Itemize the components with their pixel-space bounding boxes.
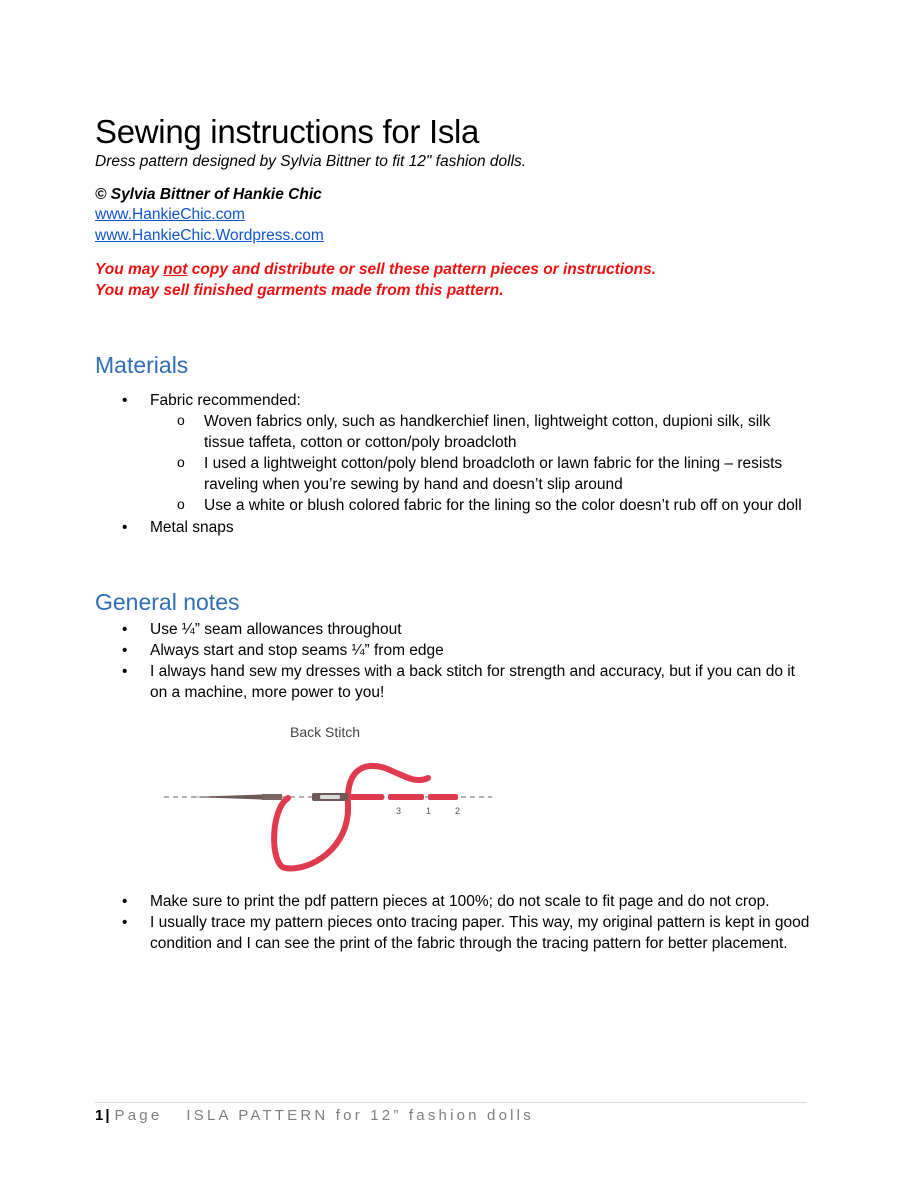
footer-divider — [95, 1102, 807, 1103]
link-hankiechic[interactable]: www.HankieChic.com — [95, 206, 245, 223]
copyright-notice: © Sylvia Bittner of Hankie Chic — [95, 186, 322, 203]
list-item — [95, 517, 815, 538]
circle-bullet-icon: o — [177, 496, 185, 512]
bullet-icon: • — [122, 519, 128, 536]
stitch-segment — [388, 794, 424, 800]
bullet-icon: • — [122, 914, 128, 931]
page-number: 1 — [95, 1107, 104, 1124]
warning-emphasis: not — [163, 261, 188, 278]
page-title: Sewing instructions for Isla — [95, 113, 480, 150]
list-item-text: I usually trace my pattern pieces onto tracing paper. This way, my original pattern is kept in good condition and I can see the print of the fabric through the tracing pattern for better placement. — [150, 914, 810, 952]
subtitle: Dress pattern designed by Sylvia Bittner to fit 12" fashion dolls. — [95, 153, 527, 170]
general-notes-heading: General notes — [95, 589, 240, 615]
warning-text-post: copy and distribute or sell these pattern pieces or instructions. — [187, 261, 657, 278]
needle-eye-hole — [320, 795, 340, 799]
general-notes-list-continued — [95, 891, 815, 954]
list-item — [95, 619, 815, 640]
needle-tip — [190, 795, 262, 800]
list-item-text: Fabric recommended: — [150, 392, 301, 409]
page-footer — [95, 1106, 534, 1126]
warning-text-pre: You may — [95, 261, 164, 278]
sub-list-item-text: I used a lightweight cotton/poly blend broadcloth or lawn fabric for the lining – resists raveling when you’re sewing by hand and doesn’t slip around — [204, 455, 783, 493]
sub-list-item — [95, 411, 815, 453]
link-hankiechic-wordpress[interactable]: www.HankieChic.Wordpress.com — [95, 227, 324, 244]
figure-caption: Back Stitch — [290, 724, 361, 740]
bullet-icon: • — [122, 642, 128, 659]
warning-line-1 — [95, 259, 656, 280]
list-item — [95, 891, 815, 912]
thread-loop — [274, 766, 428, 868]
footer-text: ISLA PATTERN for 12” fashion dolls — [186, 1107, 534, 1124]
list-item-text: Use ¼” seam allowances throughout — [150, 621, 402, 638]
circle-bullet-icon: o — [177, 454, 185, 470]
bullet-icon: • — [122, 392, 128, 409]
general-notes-list — [95, 619, 815, 703]
footer-separator: | — [105, 1107, 110, 1124]
needle-shaft — [262, 794, 282, 800]
stitch-segment — [350, 794, 384, 800]
bullet-icon: • — [122, 663, 128, 680]
warning-line-2: You may sell finished garments made from this pattern. — [95, 282, 504, 299]
list-item — [95, 640, 815, 661]
list-item-text: Always start and stop seams ¼” from edge — [150, 642, 444, 659]
stitch-number: 2 — [455, 806, 461, 816]
bullet-icon: • — [122, 893, 128, 910]
bullet-icon: • — [122, 621, 128, 638]
page-label: Page — [114, 1107, 163, 1124]
sub-list-item-text: Woven fabrics only, such as handkerchief linen, lightweight cotton, dupioni silk, silk tissue taffeta, cotton or cotton/poly broadcloth — [204, 413, 771, 451]
list-item — [95, 390, 815, 411]
stitch-segment — [428, 794, 458, 800]
stitch-number: 3 — [396, 806, 402, 816]
sub-list-item — [95, 495, 815, 516]
stitch-number: 1 — [426, 806, 432, 816]
list-item — [95, 912, 815, 954]
sub-list-item-text: Use a white or blush colored fabric for the lining so the color doesn’t rub off on your doll — [204, 497, 802, 514]
list-item — [95, 661, 815, 703]
list-item-text: Make sure to print the pdf pattern pieces at 100%; do not scale to fit page and do not crop. — [150, 893, 770, 910]
list-item-text: Metal snaps — [150, 519, 234, 536]
materials-heading: Materials — [95, 352, 189, 378]
back-stitch-illustration — [160, 720, 500, 880]
circle-bullet-icon: o — [177, 412, 185, 428]
sub-list-item — [95, 453, 815, 495]
list-item-text: I always hand sew my dresses with a back stitch for strength and accuracy, but if you can do it on a machine, more power to you! — [150, 663, 795, 701]
materials-list — [95, 390, 815, 538]
